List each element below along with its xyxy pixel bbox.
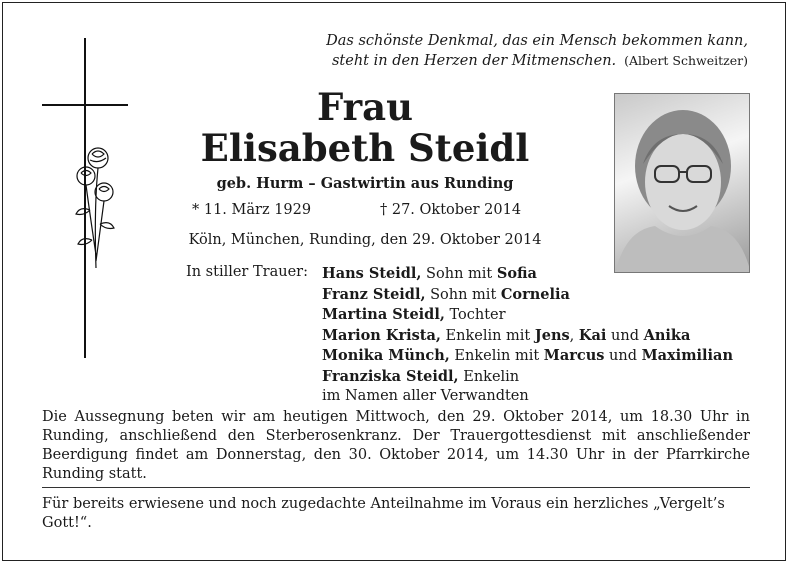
mourner-relation: Tochter [444, 307, 506, 323]
portrait-photo [614, 93, 750, 273]
mourner-relation: Sohn mit [421, 266, 497, 282]
mourner-name: Franziska Steidl, [322, 367, 459, 385]
divider [42, 487, 750, 488]
separator: , [569, 327, 579, 344]
mourner-relation: Enkelin mit [440, 327, 535, 344]
mourner-partner: Sofia [496, 265, 537, 282]
mourner-relation: Enkelin mit [449, 348, 544, 364]
separator: und [604, 348, 642, 364]
quote-line-1: Das schönste Denkmal, das ein Mensch bekommen kann, [326, 33, 748, 49]
mourner-child: Kai [578, 326, 607, 344]
mourner-child: Maximilian [641, 347, 733, 364]
mourner-relation: Enkelin [458, 368, 520, 385]
mourner-child: Marcus [543, 347, 605, 364]
mourner-relation: im Namen aller Verwandten [322, 388, 529, 404]
quote-line-2-text: steht in den Herzen der Mitmenschen. [331, 53, 617, 69]
quote-line-2 [300, 51, 748, 71]
memorial-quote [300, 32, 748, 71]
mourner-partner: Cornelia [500, 285, 570, 303]
birth-date: * 11. März 1929 [192, 202, 312, 218]
mourner-name: Monika Münch, [322, 347, 450, 364]
mourner-name: Marion Krista, [322, 326, 441, 344]
mourner-line [322, 387, 733, 407]
deceased-name: Elisabeth Steidl [200, 126, 530, 170]
mourner-relation: Sohn mit [425, 286, 501, 303]
maiden-name: geb. Hurm – Gastwirtin aus Runding [216, 175, 514, 192]
portrait-icon [615, 94, 750, 273]
salutation: Frau [317, 85, 413, 129]
mourner-line [322, 285, 733, 306]
mourner-name: Franz Steidl, [322, 285, 426, 303]
mourner-child: Anika [643, 326, 691, 344]
mourner-name: Hans Steidl, [322, 265, 422, 282]
roses-icon [60, 140, 130, 280]
mourner-name: Martina Steidl, [322, 306, 445, 323]
place-date: Köln, München, Runding, den 29. Oktober 2014 [188, 232, 542, 248]
service-announcement: Die Aussegnung beten wir am heutigen Mittwoch, den 29. Oktober 2014, um 18.30 Uhr in Runding, anschließend den Sterberosenkranz. Der Trauergottesdienst mit anschließender Beerdigung findet am Donnerstag, den 30. Oktober 2014, um 14.30 Uhr in der Pfarrkirche Runding statt. [42, 409, 750, 482]
thanks-text: Für bereits erwiesene und noch zugedachte Anteilnahme im Voraus ein herzliches „Vergelt’s Gott!“. [42, 496, 725, 531]
cross-bar [42, 104, 128, 106]
separator: und [606, 327, 644, 344]
quote-attribution: (Albert Schweitzer) [624, 53, 748, 68]
death-date: † 27. Oktober 2014 [380, 202, 522, 218]
mourner-child: Jens [534, 326, 570, 344]
mourner-line [322, 326, 733, 347]
mourners-label: In stiller Trauer: [186, 264, 308, 280]
mourners-list [322, 264, 733, 407]
mourner-line [322, 305, 733, 326]
mourner-line [322, 367, 733, 388]
mourner-line [322, 264, 733, 285]
mourner-line [322, 346, 733, 367]
